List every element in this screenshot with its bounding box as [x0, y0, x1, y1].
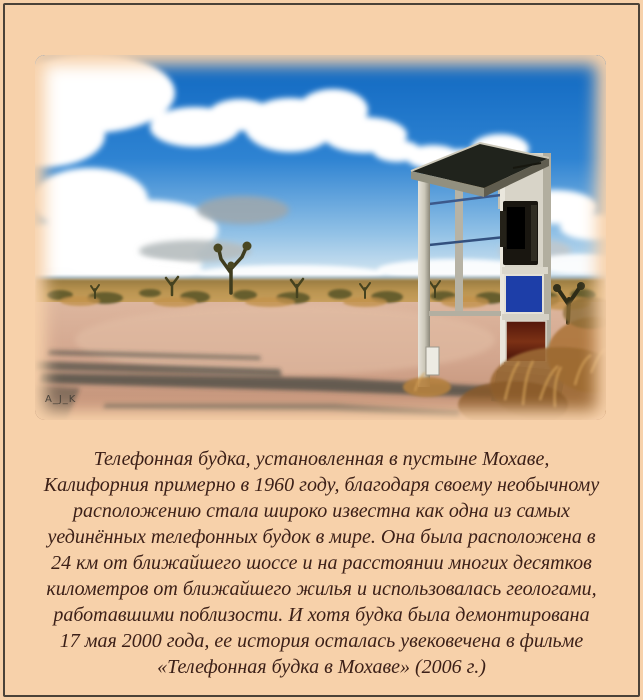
- caption-line-5: 24 км от ближайшего шоссе и на расстоянии многих десятков: [51, 552, 592, 574]
- caption-line-4: уединённых телефонных будок в мире. Она была расположена в: [47, 526, 596, 548]
- photo-art: [35, 55, 606, 420]
- caption-block: [12, 446, 631, 680]
- caption-line-1: Телефонная будка, установленная в пустыне Мохаве,: [93, 448, 550, 470]
- booth-blue-panel: [505, 275, 543, 313]
- caption-line-6: километров от ближайшего жилья и использовалась геологами,: [46, 578, 597, 600]
- desert-photo: [35, 55, 606, 420]
- caption-line-8: 17 мая 2000 года, ее история осталась увековечена в фильме: [59, 630, 584, 652]
- caption-line-7: работавшими поблизости. И хотя будка была демонтирована: [53, 604, 590, 626]
- caption-line-2: Калифорния примерно в 1960 году, благодаря своему необычному: [43, 474, 600, 496]
- caption-line-9: «Телефонная будка в Мохаве» (2006 г.): [157, 656, 486, 678]
- caption-line-3: расположению стала широко известна как одна из самых: [73, 500, 570, 522]
- watermark-text: A_J_K: [45, 394, 77, 405]
